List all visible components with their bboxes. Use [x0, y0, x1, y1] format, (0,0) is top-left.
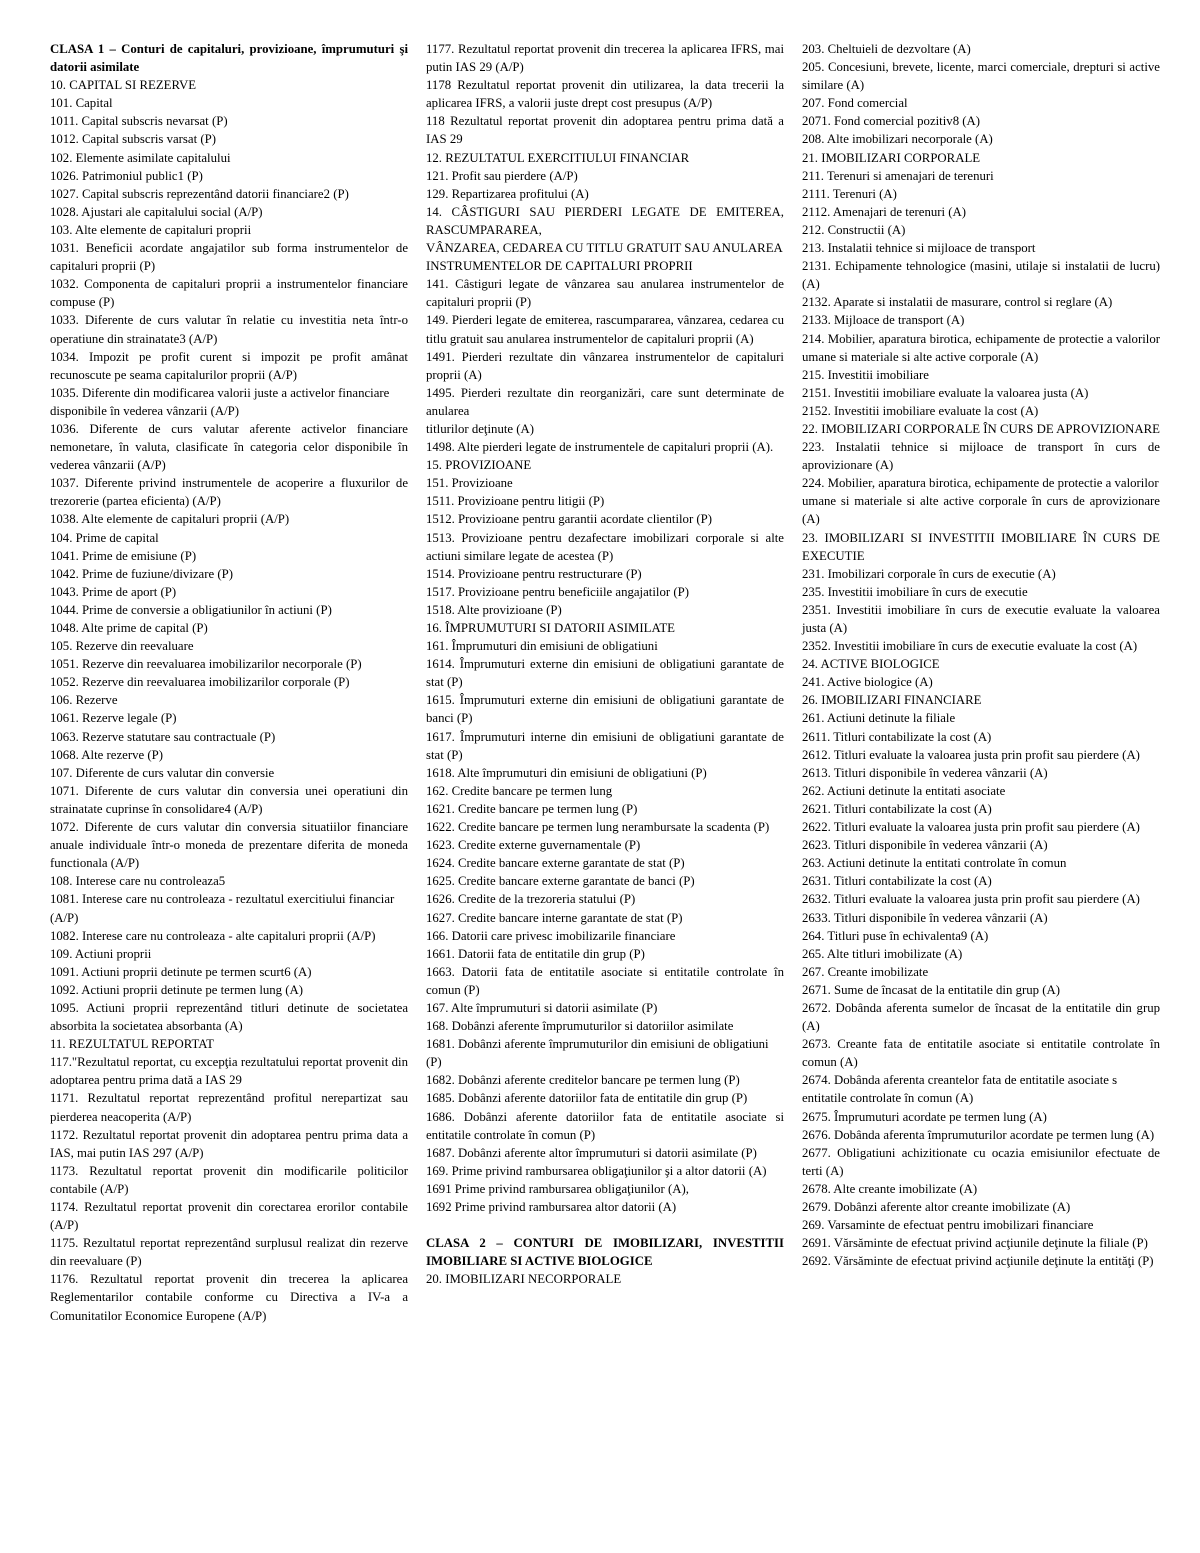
account-line: 205. Concesiuni, brevete, licente, marci comerciale, drepturi si active similare (A): [802, 60, 1160, 93]
account-line: 203. Cheltuieli de dezvoltare (A): [802, 42, 971, 56]
account-line: 1692 Prime privind rambursarea altor datorii (A): [426, 1200, 677, 1214]
account-line: 103. Alte elemente de capitaluri proprii: [50, 222, 252, 237]
account-line: 2678. Alte creante imobilizate (A): [802, 1181, 978, 1196]
account-line: 263. Actiuni detinute la entitati controlate în comun: [802, 856, 1067, 871]
account-line: 16. ÎMPRUMUTURI SI DATORII ASIMILATE: [426, 621, 675, 635]
account-line: 235. Investitii imobiliare în curs de executie: [802, 584, 1028, 599]
account-line: 1626. Credite de la trezoreria statului (P): [426, 892, 636, 907]
account-line: 162. Credite bancare pe termen lung: [426, 783, 613, 798]
account-line: 121. Profit sau pierdere (A/P): [426, 168, 578, 183]
account-line: 1081. Interese care nu controleaza - rezultatul exercitiului financiar: [50, 892, 395, 907]
account-line: 1687. Dobânzi aferente altor împrumuturi si datorii asimilate (P): [426, 1145, 757, 1160]
account-line: 149. Pierderi legate de emiterea, rascumpararea, vânzarea, cedarea cu titlu gratuit sau anularea instrumentelor de capitaluri proprii (A): [426, 313, 784, 346]
account-line: 1034. Impozit pe profit curent si impozit pe profit amânat recunoscute pe seama capitalurilor proprii (A/P): [50, 349, 408, 382]
account-line: 1036. Diferente de curs valutar aferente activelor financiare nemonetare, în valuta, clasificate în categoria celor disponibile în vederea vânzarii (A/P): [50, 421, 408, 473]
account-line: 1032. Componenta de capitaluri proprii a instrumentelor financiare compuse (P): [50, 277, 408, 310]
account-line: 2112. Amenajari de terenuri (A): [802, 204, 967, 219]
account-line: 1091. Actiuni proprii detinute pe termen scurt6 (A): [50, 964, 312, 979]
account-line: 1095. Actiuni proprii reprezentând titluri detinute de societatea absorbita la societatea absorbanta (A): [50, 1000, 408, 1034]
account-line: 1518. Alte provizioane (P): [426, 602, 562, 617]
account-line: 1037. Diferente privind instrumentele de acoperire a fluxurilor de trezorerie (partea eficienta) (A/P): [50, 476, 408, 509]
account-line: 1681. Dobânzi aferente împrumuturilor din emisiuni de obligatiuni: [426, 1037, 769, 1052]
account-line: 1614. Împrumuturi externe din emisiuni de obligatiuni garantate de stat (P): [426, 657, 784, 690]
account-line: 24. ACTIVE BIOLOGICE: [802, 657, 940, 672]
account-line: 2692. Vărsăminte de efectuat privind acţiunile deţinute la entităţi (P): [802, 1254, 1154, 1269]
account-line: 241. Active biologice (A): [802, 675, 933, 690]
account-line: 2623. Titluri disponibile în vederea vânzarii (A): [802, 838, 1048, 853]
account-line: 261. Actiuni detinute la filiale: [802, 711, 956, 726]
account-line: 2691. Vărsăminte de efectuat privind acţiunile deţinute la filiale (P): [802, 1236, 1148, 1251]
account-line: 1663. Datorii fata de entitatile asociate si entitatile controlate în comun (P): [426, 964, 784, 997]
account-line: 2351. Investitii imobiliare în curs de executie evaluate la valoarea justa (A): [802, 602, 1160, 635]
account-line: 118 Rezultatul reportat provenit din adoptarea pentru prima dată a IAS 29: [426, 114, 784, 147]
account-line: 1052. Rezerve din reevaluarea imobilizarilor corporale (P): [50, 675, 350, 690]
account-line: 108. Interese care nu controleaza5: [50, 874, 226, 889]
account-line: 1685. Dobânzi aferente datoriilor fata de entitatile din grup (P): [426, 1091, 748, 1106]
account-line: 223. Instalatii tehnice si mijloace de transport în curs de aprovizionare (A): [802, 440, 1160, 473]
account-line: 2131. Echipamente tehnologice (masini, utilaje si instalatii de lucru) (A): [802, 259, 1160, 292]
account-line: 1048. Alte prime de capital (P): [50, 621, 208, 635]
account-line: disponibile în vederea vânzarii (A/P): [50, 403, 240, 418]
account-line: 208. Alte imobilizari necorporale (A): [802, 132, 993, 147]
account-line: 117."Rezultatul reportat, cu excepţia rezultatului reportat provenit din adoptarea pentru prima dată a IAS 29: [50, 1055, 408, 1088]
account-line: 1618. Alte împrumuturi din emisiuni de obligatiuni (P): [426, 765, 707, 780]
column-left: [50, 40, 408, 1510]
account-line: 151. Provizioane: [426, 476, 513, 491]
account-line: 2612. Titluri evaluate la valoarea justa prin profit sau pierdere (A): [802, 747, 1140, 762]
section-heading: CLASA 1 – Conturi de capitaluri, provizioane, împrumuturi şi datorii asimilate: [50, 42, 408, 75]
account-line: 14. CÂSTIGURI SAU PIERDERI LEGATE DE EMITEREA, RASCUMPARAREA,: [426, 204, 784, 237]
account-line: 2133. Mijloace de transport (A): [802, 313, 965, 328]
account-line: 1682. Dobânzi aferente creditelor bancare pe termen lung (P): [426, 1073, 740, 1088]
account-line: 1621. Credite bancare pe termen lung (P): [426, 801, 638, 816]
account-line: 2611. Titluri contabilizate la cost (A): [802, 729, 992, 744]
account-line: 1178 Rezultatul reportat provenit din utilizarea, la data trecerii la aplicarea IFRS, a valorii juste drept cost presupus (A/P): [426, 78, 784, 111]
account-line: 1063. Rezerve statutare sau contractuale (P): [50, 729, 276, 744]
account-line: 2671. Sume de încasat de la entitatile din grup (A): [802, 982, 1060, 997]
account-line: 1174. Rezultatul reportat provenit din corectarea erorilor contabile (A/P): [50, 1200, 408, 1233]
account-line: INSTRUMENTELOR DE CAPITALURI PROPRII: [426, 259, 693, 274]
account-line: 213. Instalatii tehnice si mijloace de transport: [802, 241, 1036, 256]
account-line: 2675. Împrumuturi acordate pe termen lung (A): [802, 1109, 1047, 1124]
account-line: 11. REZULTATUL REPORTAT: [50, 1037, 214, 1052]
account-line: titlurilor deţinute (A): [426, 421, 535, 436]
section-heading: CLASA 2 – CONTURI DE IMOBILIZARI, INVESTITII IMOBILIARE SI ACTIVE BIOLOGICE: [426, 1236, 784, 1269]
account-line: 2633. Titluri disponibile în vederea vânzarii (A): [802, 910, 1048, 925]
account-line: 1033. Diferente de curs valutar în relatie cu investitia neta într-o operatiune din strainatate3 (A/P): [50, 313, 408, 346]
account-line: 2622. Titluri evaluate la valoarea justa prin profit sau pierdere (A): [802, 820, 1140, 835]
account-line: 1617. Împrumuturi interne din emisiuni de obligatiuni garantate de stat (P): [426, 729, 784, 762]
account-line: (A/P): [50, 910, 79, 925]
account-line: 1061. Rezerve legale (P): [50, 711, 177, 726]
account-line: 1622. Credite bancare pe termen lung nerambursate la scadenta (P): [426, 820, 770, 835]
account-line: 166. Datorii care privesc imobilizarile financiare: [426, 928, 676, 943]
account-line: 12. REZULTATUL EXERCITIULUI FINANCIAR: [426, 150, 690, 165]
column-middle: [426, 40, 784, 1510]
account-line: 2613. Titluri disponibile în vederea vânzarii (A): [802, 765, 1048, 780]
account-line: 21. IMOBILIZARI CORPORALE: [802, 150, 981, 165]
account-line: 2071. Fond comercial pozitiv8 (A): [802, 114, 981, 129]
account-line: 1495. Pierderi rezultate din reorganizări, care sunt determinate de anularea: [426, 385, 784, 418]
account-line: 1041. Prime de emisiune (P): [50, 548, 197, 563]
account-line: 1082. Interese care nu controleaza - alte capitaluri proprii (A/P): [50, 928, 376, 943]
account-line: 211. Terenuri si amenajari de terenuri: [802, 168, 994, 183]
account-line: 1175. Rezultatul reportat reprezentând surplusul realizat din rezerve din reevaluare (P): [50, 1236, 408, 1269]
account-line: 1011. Capital subscris nevarsat (P): [50, 114, 228, 129]
account-line: 1043. Prime de aport (P): [50, 584, 177, 599]
account-line: 269. Varsaminte de efectuat pentru imobilizari financiare: [802, 1218, 1094, 1233]
account-line: 1514. Provizioane pentru restructurare (P): [426, 566, 642, 581]
account-line: 1615. Împrumuturi externe din emisiuni de obligatiuni garantate de banci (P): [426, 693, 784, 726]
account-line: 1686. Dobânzi aferente datoriilor fata de entitatile asociate si entitatile controlate în comun (P): [426, 1109, 784, 1142]
account-line: 2632. Titluri evaluate la valoarea justa prin profit sau pierdere (A): [802, 892, 1140, 907]
account-line: 22. IMOBILIZARI CORPORALE ÎN CURS DE APROVIZIONARE: [802, 421, 1160, 436]
account-line: 2111. Terenuri (A): [802, 186, 897, 201]
account-line: 10. CAPITAL SI REZERVE: [50, 78, 197, 93]
account-line: 1042. Prime de fuziune/divizare (P): [50, 566, 234, 581]
account-line: 1625. Credite bancare externe garantate de banci (P): [426, 874, 695, 889]
account-line: 231. Imobilizari corporale în curs de executie (A): [802, 566, 1056, 581]
account-line: 212. Constructii (A): [802, 222, 906, 237]
account-line: 1051. Rezerve din reevaluarea imobilizarilor necorporale (P): [50, 657, 362, 672]
account-line: 2676. Dobânda aferenta împrumuturilor acordate pe termen lung (A): [802, 1127, 1155, 1142]
account-line: 215. Investitii imobiliare: [802, 367, 929, 382]
account-line: 2674. Dobânda aferenta creantelor fata de entitatile asociate s: [802, 1073, 1118, 1088]
account-line: 23. IMOBILIZARI SI INVESTITII IMOBILIARE ÎN CURS DE EXECUTIE: [802, 530, 1160, 563]
account-line: 26. IMOBILIZARI FINANCIARE: [802, 693, 982, 708]
account-line: 2621. Titluri contabilizate la cost (A): [802, 801, 992, 816]
account-line: 1027. Capital subscris reprezentând datorii financiare2 (P): [50, 186, 349, 201]
account-line: VÂNZAREA, CEDAREA CU TITLU GRATUIT SAU ANULAREA: [426, 241, 783, 256]
account-line: 1691 Prime privind rambursarea obligaţiunilor (A),: [426, 1181, 689, 1196]
account-line: 106. Rezerve: [50, 693, 118, 708]
account-line: 2152. Investitii imobiliare evaluate la cost (A): [802, 403, 1039, 418]
document-page: [50, 40, 1160, 1510]
account-line: 161. Împrumuturi din emisiuni de obligatiuni: [426, 639, 658, 654]
account-line: 169. Prime privind rambursarea obligaţiunilor şi a altor datorii (A): [426, 1163, 767, 1178]
account-line: 141. Câstiguri legate de vânzarea sau anularea instrumentelor de capitaluri proprii (P): [426, 277, 784, 310]
account-line: 264. Titluri puse în echivalenta9 (A): [802, 928, 989, 943]
account-line: 1092. Actiuni proprii detinute pe termen lung (A): [50, 982, 304, 997]
account-line: 20. IMOBILIZARI NECORPORALE: [426, 1272, 622, 1287]
account-line: 1028. Ajustari ale capitalului social (A/P): [50, 204, 263, 219]
account-line: 107. Diferente de curs valutar din conversie: [50, 765, 275, 780]
account-line: 1627. Credite bancare interne garantate de stat (P): [426, 910, 683, 925]
account-line: 104. Prime de capital: [50, 530, 159, 545]
account-line: 1026. Patrimoniul public1 (P): [50, 168, 203, 183]
account-line: 214. Mobilier, aparatura birotica, echipamente de protectie a valorilor umane si materiale si alte active corporale (A): [802, 331, 1160, 364]
account-line: 2151. Investitii imobiliare evaluate la valoarea justa (A): [802, 385, 1089, 400]
account-line: (P): [426, 1055, 442, 1070]
account-line: 1498. Alte pierderi legate de instrumentele de capitaluri proprii (A).: [426, 440, 774, 455]
account-line: 1511. Provizioane pentru litigii (P): [426, 494, 605, 509]
account-line: 109. Actiuni proprii: [50, 946, 152, 961]
account-line: 1038. Alte elemente de capitaluri proprii (A/P): [50, 512, 290, 527]
account-line: entitatile controlate în comun (A): [802, 1091, 974, 1106]
account-line: 1491. Pierderi rezultate din vânzarea instrumentelor de capitaluri proprii (A): [426, 349, 784, 382]
account-line: umane si materiale si alte active corporale în curs de aprovizionare (A): [802, 494, 1160, 527]
account-line: 1173. Rezultatul reportat provenit din modificarile politicilor contabile (A/P): [50, 1163, 408, 1196]
account-line: 1176. Rezultatul reportat provenit din trecerea la aplicarea Reglementarilor contabile conforme cu Directiva a IV-a a Comunitatilor Economice Europene (A/P): [50, 1272, 408, 1323]
account-line: 2679. Dobânzi aferente altor creante imobilizate (A): [802, 1200, 1071, 1214]
account-line: 224. Mobilier, aparatura birotica, echipamente de protectie a valorilor: [802, 476, 1159, 491]
account-line: 1517. Provizioane pentru beneficiile angajatilor (P): [426, 584, 689, 599]
account-line: 267. Creante imobilizate: [802, 964, 929, 979]
account-line: 1661. Datorii fata de entitatile din grup (P): [426, 946, 645, 961]
account-line: 1172. Rezultatul reportat provenit din adoptarea pentru prima data a IAS, mai putin IAS 297 (A/P): [50, 1127, 408, 1160]
account-line: 2132. Aparate si instalatii de masurare, control si reglare (A): [802, 295, 1113, 310]
account-line: 1171. Rezultatul reportat reprezentând profitul nerepartizat sau pierderea neacoperita (A/P): [50, 1091, 408, 1124]
account-line: 207. Fond comercial: [802, 96, 908, 111]
account-line: 262. Actiuni detinute la entitati asociate: [802, 783, 1006, 798]
account-line: 1512. Provizioane pentru garantii acordate clientilor (P): [426, 512, 713, 527]
account-line: 2677. Obligatiuni achizitionate cu ocazia emisiunilor efectuate de terti (A): [802, 1145, 1160, 1178]
account-line: 1072. Diferente de curs valutar din conversia situatiilor financiare anuale individuale într-o moneda de prezentare diferita de moneda functionala (A/P): [50, 820, 408, 871]
column-right: [802, 40, 1160, 1510]
account-line: 2673. Creante fata de entitatile asociate si entitatile controlate în comun (A): [802, 1037, 1160, 1070]
account-line: 1623. Credite externe guvernamentale (P): [426, 838, 641, 853]
account-line: 2672. Dobânda aferenta sumelor de încasat de la entitatile din grup (A): [802, 1000, 1160, 1034]
account-line: 15. PROVIZIOANE: [426, 458, 532, 473]
account-line: 101. Capital: [50, 96, 113, 111]
account-line: 129. Repartizarea profitului (A): [426, 186, 589, 201]
account-line: 105. Rezerve din reevaluare: [50, 639, 194, 654]
account-line: 1044. Prime de conversie a obligatiunilor în actiuni (P): [50, 602, 332, 617]
account-line: 1031. Beneficii acordate angajatilor sub forma instrumentelor de capitaluri proprii (P): [50, 241, 408, 274]
account-line: 1068. Alte rezerve (P): [50, 747, 163, 762]
account-line: 1012. Capital subscris varsat (P): [50, 132, 216, 147]
account-line: 102. Elemente asimilate capitalului: [50, 150, 231, 165]
account-line: 2352. Investitii imobiliare în curs de executie evaluate la cost (A): [802, 639, 1138, 654]
account-line: 1177. Rezultatul reportat provenit din trecerea la aplicarea IFRS, mai putin IAS 29 (A/P): [426, 42, 784, 75]
account-line: 1624. Credite bancare externe garantate de stat (P): [426, 856, 685, 871]
account-line: 1035. Diferente din modificarea valorii juste a activelor financiare: [50, 385, 390, 400]
account-line: 1513. Provizioane pentru dezafectare imobilizari corporale si alte actiuni similare legate de acestea (P): [426, 530, 784, 563]
account-line: 168. Dobânzi aferente împrumuturilor si datoriilor asimilate: [426, 1019, 734, 1034]
account-line: 1071. Diferente de curs valutar din conversia unei operatiuni din strainatate cuprinse în consolidare4 (A/P): [50, 783, 408, 816]
account-line: 2631. Titluri contabilizate la cost (A): [802, 874, 992, 889]
account-line: 167. Alte împrumuturi si datorii asimilate (P): [426, 1000, 658, 1015]
account-line: 265. Alte titluri imobilizate (A): [802, 946, 963, 961]
